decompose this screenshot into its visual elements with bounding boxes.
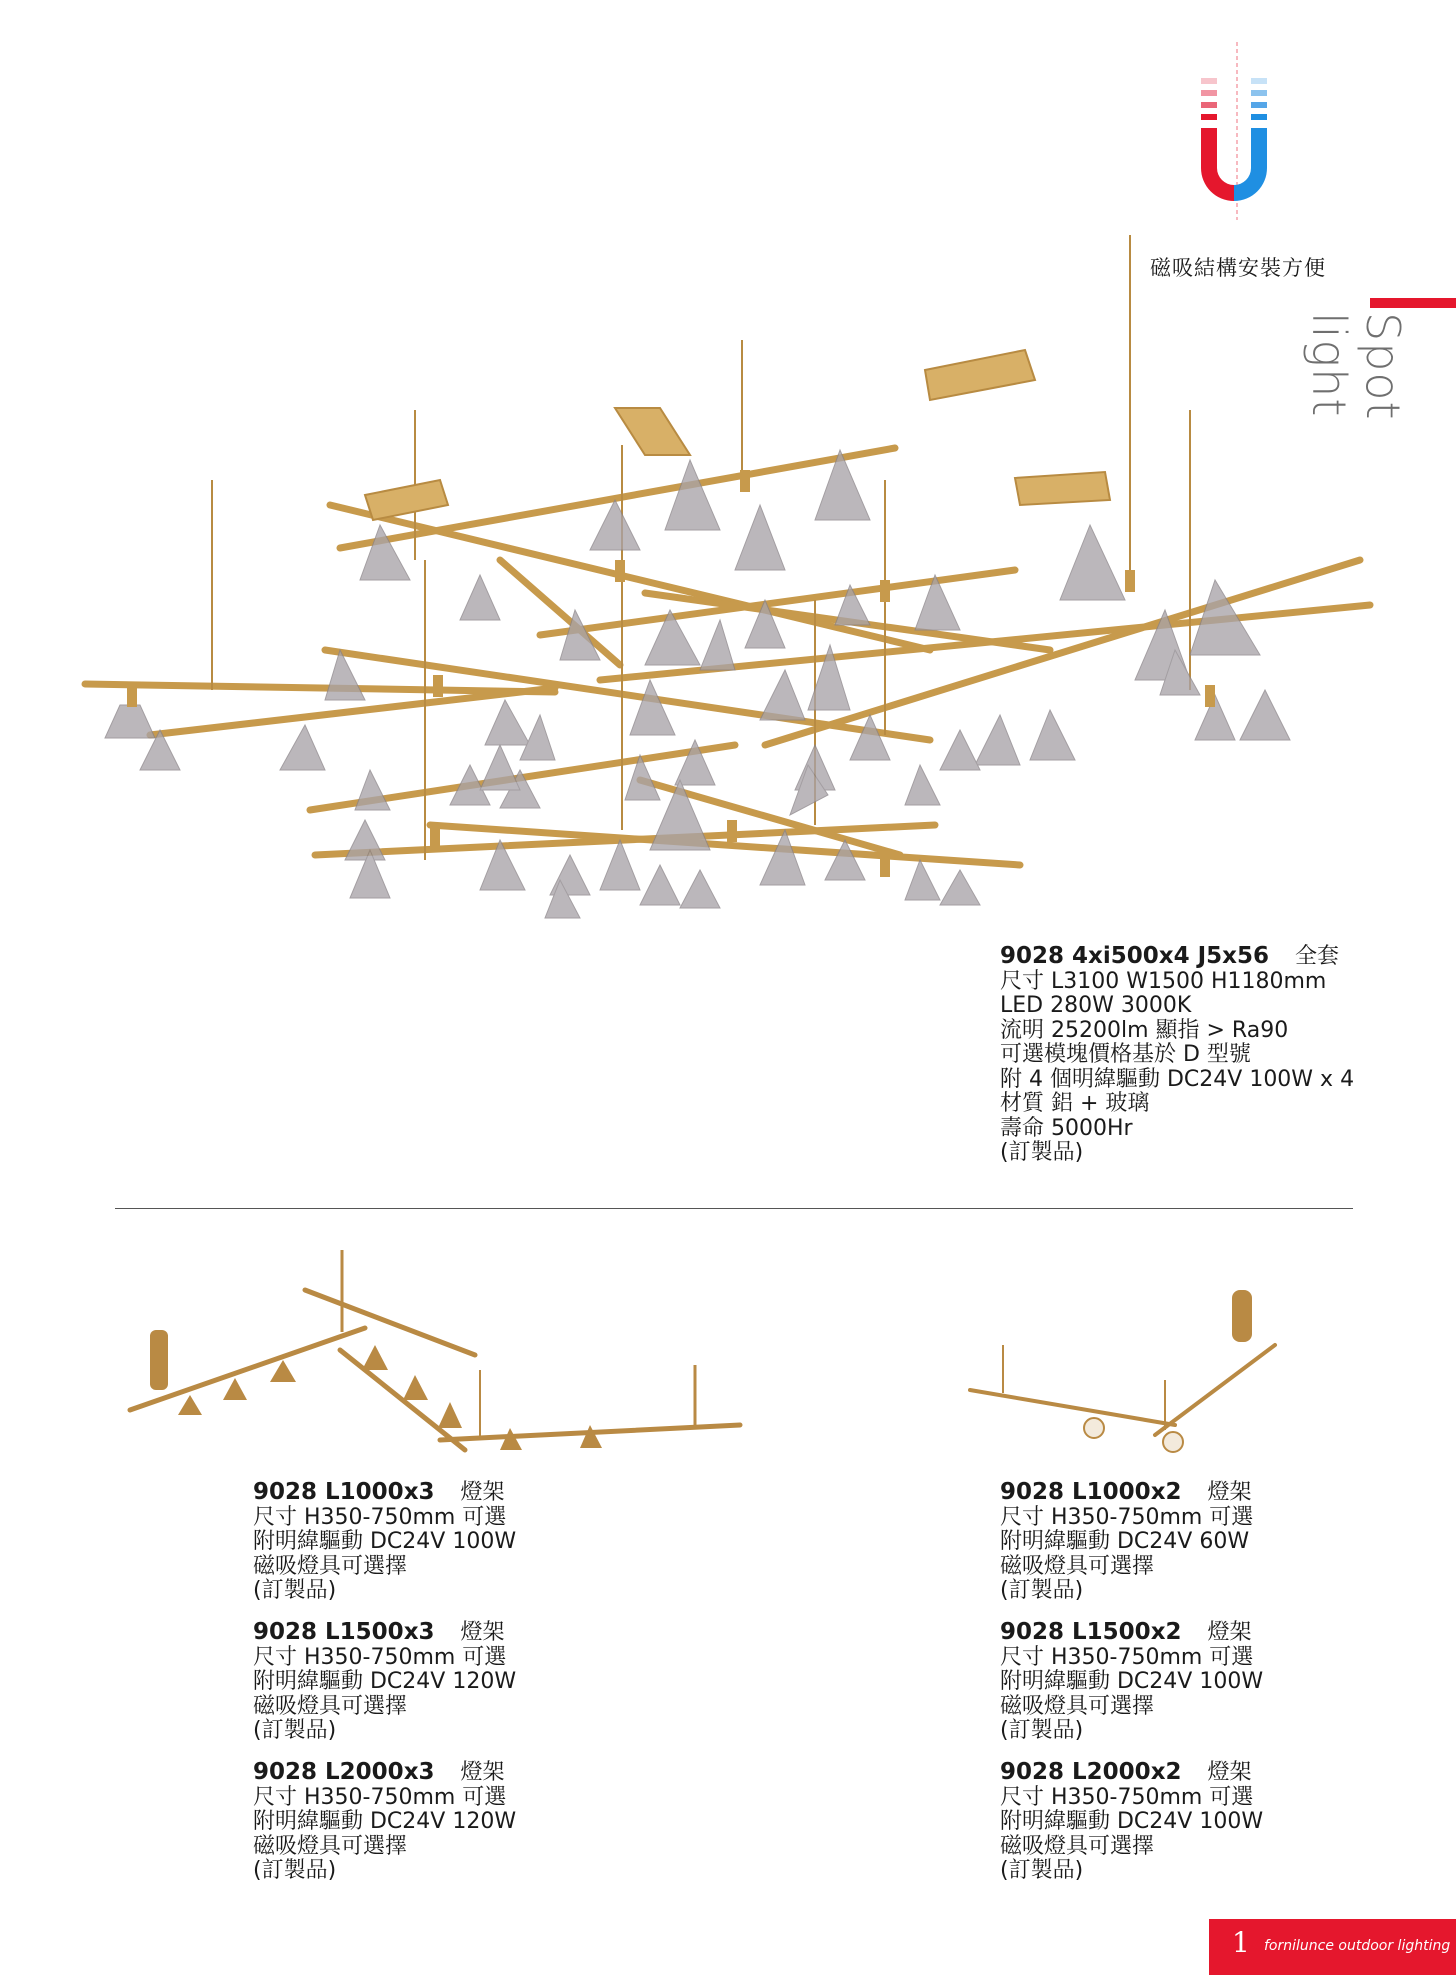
product-suffix: 燈架 xyxy=(460,1480,505,1505)
product-suffix: 燈架 xyxy=(460,1760,505,1785)
lamp-frame-x2-image xyxy=(960,1285,1290,1465)
spec-line: 磁吸燈具可選擇 xyxy=(1000,1553,1155,1579)
product-title: 9028 L1000x3 xyxy=(253,1479,435,1505)
spec-line: (訂製品) xyxy=(253,1858,337,1883)
right-spec-1 xyxy=(1000,1480,1253,1604)
spec-line: 尺寸 H350-750mm 可選 xyxy=(253,1644,507,1670)
left-spec-2 xyxy=(253,1620,516,1744)
section-divider xyxy=(115,1208,1353,1209)
spec-line: 附明緯驅動 DC24V 100W xyxy=(1000,1669,1264,1694)
product-suffix: 全套 xyxy=(1295,944,1340,969)
footer-brand: fornilunce outdoor lighting xyxy=(1264,1938,1451,1954)
spec-line: 尺寸 H350-750mm 可選 xyxy=(253,1504,507,1530)
spec-line: 磁吸燈具可選擇 xyxy=(253,1833,408,1859)
product-title: 9028 L2000x3 xyxy=(253,1759,435,1785)
main-product-spec xyxy=(1000,944,1354,1166)
product-title: 9028 L1500x3 xyxy=(253,1619,435,1645)
spec-line: 附明緯驅動 DC24V 100W xyxy=(253,1529,517,1554)
product-title: 9028 L1500x2 xyxy=(1000,1619,1182,1645)
magnet-caption: 磁吸結構安裝方便 xyxy=(1150,256,1326,280)
product-title: 9028 4xi500x4 J5x56 xyxy=(1000,943,1270,969)
spec-line: 磁吸燈具可選擇 xyxy=(253,1553,408,1579)
spec-line: 材質 鋁 + 玻璃 xyxy=(1000,1091,1150,1116)
product-suffix: 燈架 xyxy=(460,1620,505,1645)
spec-line: LED 280W 3000K xyxy=(1000,993,1192,1018)
spec-line: 附明緯驅動 DC24V 60W xyxy=(1000,1529,1250,1554)
spec-line: 尺寸 H350-750mm 可選 xyxy=(1000,1784,1254,1810)
spec-line: 尺寸 H350-750mm 可選 xyxy=(253,1784,507,1810)
spec-line: (訂製品) xyxy=(253,1578,337,1603)
spec-line: (訂製品) xyxy=(253,1718,337,1743)
spec-line: 附明緯驅動 DC24V 120W xyxy=(253,1809,517,1834)
spec-line: 附 4 個明緯驅動 DC24V 100W x 4 xyxy=(1000,1066,1355,1092)
lamp-frame-x3-image xyxy=(120,1250,760,1470)
spec-line: 磁吸燈具可選擇 xyxy=(1000,1693,1155,1719)
spec-line: (訂製品) xyxy=(1000,1718,1084,1743)
product-suffix: 燈架 xyxy=(1207,1620,1252,1645)
spec-line: 尺寸 L3100 W1500 H1180mm xyxy=(1000,968,1327,994)
spec-line: 尺寸 H350-750mm 可選 xyxy=(1000,1644,1254,1670)
spec-line: 磁吸燈具可選擇 xyxy=(253,1693,408,1719)
spec-line: 壽命 5000Hr xyxy=(1000,1115,1133,1141)
left-spec-3 xyxy=(253,1760,516,1884)
spec-line: (訂製品) xyxy=(1000,1858,1084,1883)
spec-line: 流明 25200lm 顯指 > Ra90 xyxy=(1000,1017,1289,1043)
product-suffix: 燈架 xyxy=(1207,1760,1252,1785)
spec-line: 附明緯驅動 DC24V 100W xyxy=(1000,1809,1264,1834)
spec-line: 附明緯驅動 DC24V 120W xyxy=(253,1669,517,1694)
left-spec-1 xyxy=(253,1480,516,1604)
spec-line: (訂製品) xyxy=(1000,1140,1084,1165)
spec-line: 磁吸燈具可選擇 xyxy=(1000,1833,1155,1859)
spec-line: 可選模塊價格基於 D 型號 xyxy=(1000,1042,1251,1067)
spec-line: (訂製品) xyxy=(1000,1578,1084,1603)
product-title: 9028 L1000x2 xyxy=(1000,1479,1182,1505)
page-number: 1 xyxy=(1232,1926,1250,1959)
side-title: Spot light xyxy=(1302,312,1410,421)
chandelier-image xyxy=(0,0,1456,940)
right-spec-2 xyxy=(1000,1620,1263,1744)
right-spec-3 xyxy=(1000,1760,1263,1884)
product-title: 9028 L2000x2 xyxy=(1000,1759,1182,1785)
spec-line: 尺寸 H350-750mm 可選 xyxy=(1000,1504,1254,1530)
product-suffix: 燈架 xyxy=(1207,1480,1252,1505)
